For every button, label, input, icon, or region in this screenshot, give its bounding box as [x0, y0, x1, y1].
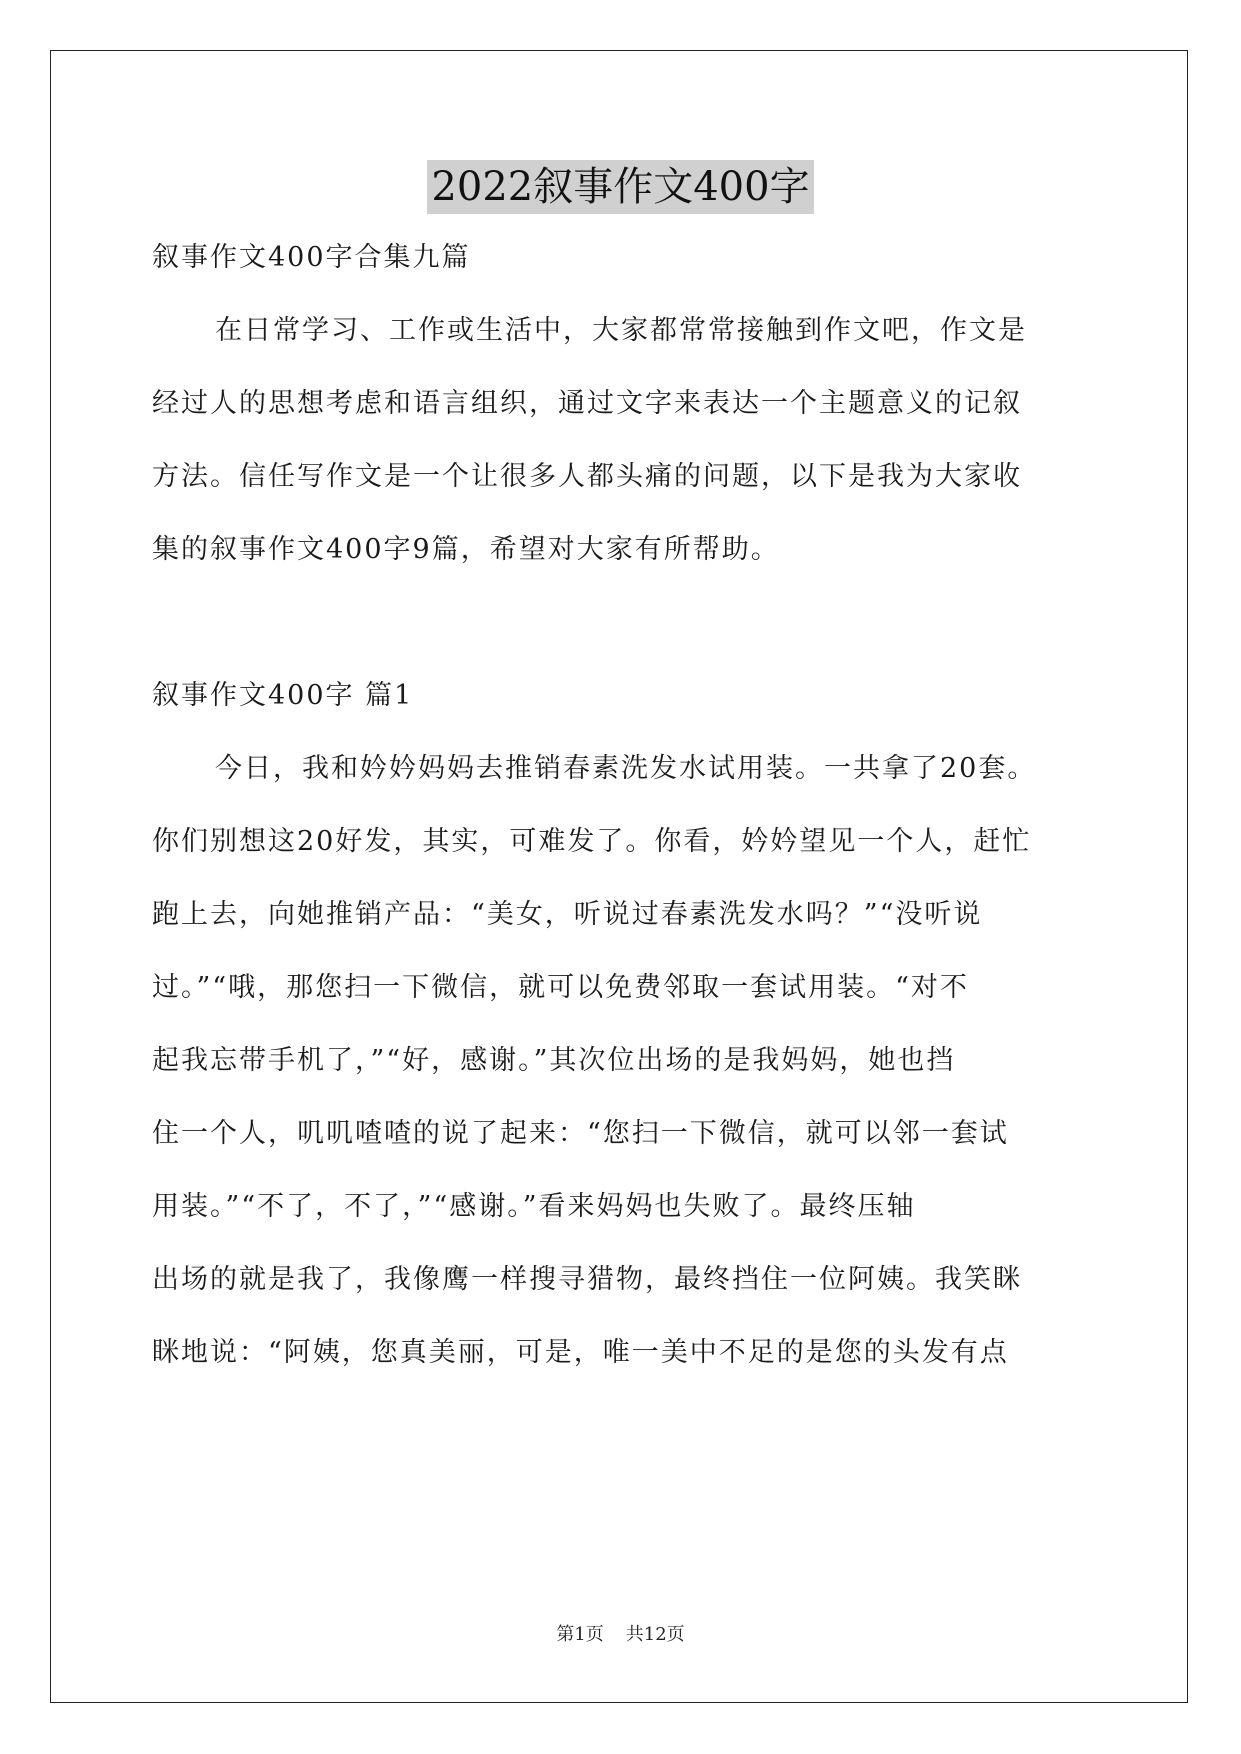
intro-line: 在日常学习、工作或生活中，大家都常常接触到作文吧，作文是: [215, 315, 1027, 346]
intro-line: 方法。信任写作文是一个让很多人都头痛的问题，以下是我为大家收: [152, 461, 1022, 492]
body-line: 住一个人，叽叽喳喳的说了起来：“您扫一下微信，就可以邻一套试: [152, 1118, 1009, 1149]
body-line: 你们别想这20好发，其实，可难发了。你看，妗妗望见一个人，赶忙: [152, 826, 1032, 857]
body-line: 今日，我和妗妗妈妈去推销春素洗发水试用装。一共拿了20套。: [215, 753, 1037, 784]
body-line: 起我忘带手机了，”“好，感谢。”其次位出场的是我妈妈，她也挡: [152, 1045, 956, 1076]
document-subtitle: 叙事作文400字合集九篇: [152, 242, 471, 273]
intro-line: 经过人的思想考虑和语言组织，通过文字来表达一个主题意义的记叙: [152, 388, 1022, 419]
document-title: 2022叙事作文400字: [427, 160, 813, 214]
body-line: 用装。”“不了，不了，”“感谢。”看来妈妈也失败了。最终压轴: [152, 1191, 916, 1222]
page-number: 第1页: [556, 1624, 604, 1645]
page-footer: [0, 1623, 1241, 1647]
total-pages: 共12页: [625, 1624, 685, 1645]
body-line: 跑上去，向她推销产品：“美女，听说过春素洗发水吗？”“没听说: [152, 899, 983, 930]
intro-line: 集的叙事作文400字9篇，希望对大家有所帮助。: [152, 534, 780, 565]
section-heading: 叙事作文400字 篇1: [152, 680, 414, 711]
body-line: 出场的就是我了，我像鹰一样搜寻猎物，最终挡住一位阿姨。我笑眯: [152, 1264, 1022, 1295]
body-line: 过。”“哦，那您扫一下微信，就可以免费邻取一套试用装。“对不: [152, 972, 969, 1003]
title-container: [0, 160, 1241, 214]
body-line: 眯地说：“阿姨，您真美丽，可是，唯一美中不足的是您的头发有点: [152, 1337, 1009, 1368]
page-border: [50, 50, 1188, 1703]
